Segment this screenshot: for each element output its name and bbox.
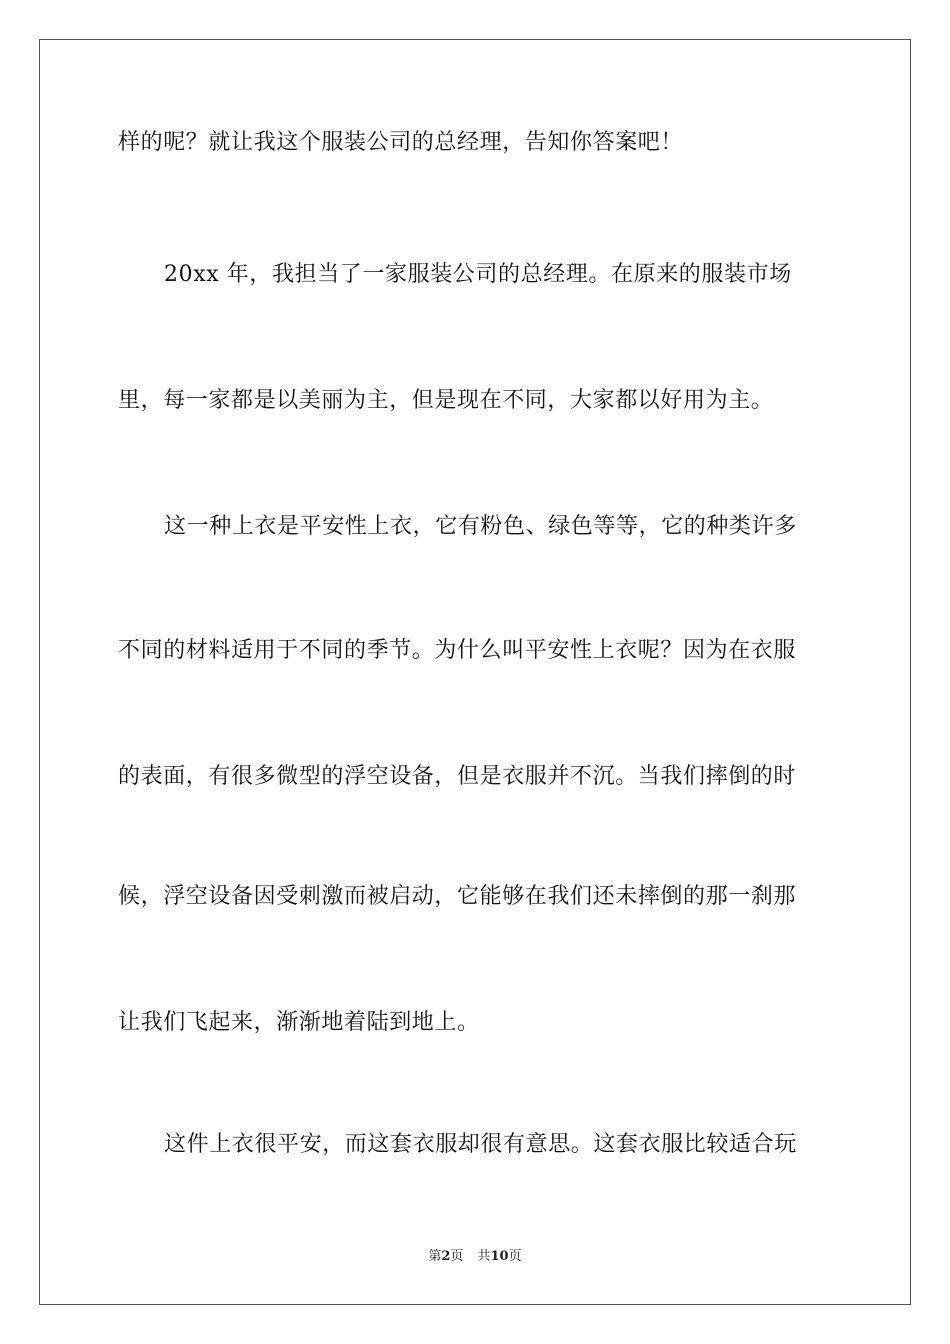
text-line: 样的呢？就让我这个服装公司的总经理，告知你答案吧！ xyxy=(118,130,684,155)
page-suffix: 页 xyxy=(450,1249,464,1264)
page-border xyxy=(39,39,911,1305)
total-pages: 10 xyxy=(490,1249,509,1264)
text-line: 不同的材料适用于不同的季节。为什么叫平安性上衣呢？因为在衣服 xyxy=(118,638,797,663)
total-suffix: 页 xyxy=(508,1249,522,1264)
text-line: 这件上衣很平安，而这套衣服却很有意思。这套衣服比较适合玩 xyxy=(164,1132,797,1157)
page-prefix: 第 xyxy=(428,1249,442,1264)
text-line: 20xx 年，我担当了一家服装公司的总经理。在原来的服装市场 xyxy=(164,262,792,287)
page-footer xyxy=(0,1248,950,1266)
text-line: 候，浮空设备因受刺激而被启动，它能够在我们还未摔倒的那一刹那 xyxy=(118,884,797,909)
page-current: 2 xyxy=(441,1249,451,1264)
text-line: 这一种上衣是平安性上衣，它有粉色、绿色等等，它的种类许多 xyxy=(164,514,797,539)
text-line: 让我们飞起来，渐渐地着陆到地上。 xyxy=(118,1010,480,1035)
text-line: 里，每一家都是以美丽为主，但是现在不同，大家都以好用为主。 xyxy=(118,388,774,413)
total-prefix: 共 xyxy=(477,1249,491,1264)
text-line: 的表面，有很多微型的浮空设备，但是衣服并不沉。当我们摔倒的时 xyxy=(118,764,797,789)
